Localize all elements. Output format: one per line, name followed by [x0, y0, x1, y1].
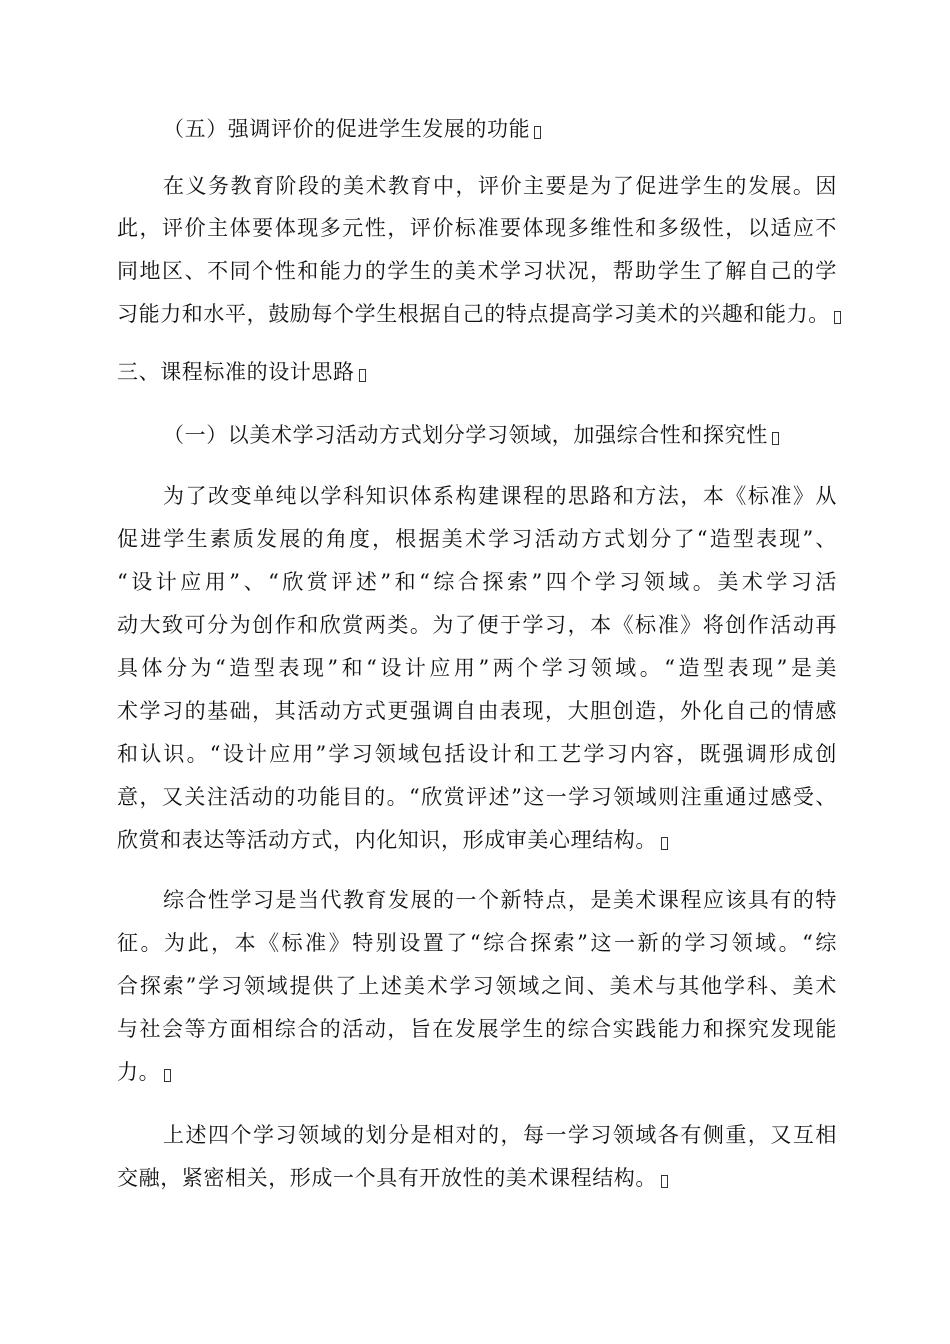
subheading-one — [163, 420, 883, 450]
paragraph-line: 意，又关注活动的功能目的。“欣赏评述”这一学习领域则注重通过感受、 — [117, 785, 837, 809]
paragraph-line: 促进学生素质发展的角度，根据美术学习活动方式划分了“造型表现”、 — [117, 527, 837, 551]
paragraph-mark-icon — [834, 311, 841, 324]
paragraph-line: 动大致可分为创作和欣赏两类。为了便于学习，本《标准》将创作活动再 — [117, 613, 837, 637]
paragraph-line: 术学习的基础，其活动方式更强调自由表现，大胆创造，外化自己的情感 — [117, 699, 837, 723]
paragraph-line: 合探索”学习领域提供了上述美术学习领域之间、美术与其他学科、美术 — [117, 974, 837, 998]
paragraph-line — [117, 1163, 837, 1193]
section-heading-text: 三、课程标准的设计思路 — [117, 360, 355, 384]
paragraph-line-text: 习能力和水平，鼓励每个学生根据自己的特点提高学习美术的兴趣和能力。 — [117, 302, 830, 326]
subheading-five-text: （五）强调评价的促进学生发展的功能 — [163, 117, 531, 141]
paragraph-line: 与社会等方面相综合的活动，旨在发展学生的综合实践能力和探究发现能 — [117, 1017, 837, 1041]
paragraph-line — [117, 825, 837, 855]
paragraph-line: “设计应用”、“欣赏评述”和“综合探索”四个学习领域。美术学习活 — [117, 570, 837, 594]
paragraph-mark-icon — [164, 1069, 171, 1082]
paragraph-line: 综合性学习是当代教育发展的一个新特点，是美术课程应该具有的特 — [163, 888, 837, 912]
paragraph-mark-icon — [359, 369, 366, 382]
paragraph-line — [117, 299, 837, 329]
paragraph-line-text: 欣赏和表达等活动方式，内化知识，形成审美心理结构。 — [117, 828, 657, 852]
paragraph-line-text: 交融，紧密相关，形成一个具有开放性的美术课程结构。 — [117, 1166, 657, 1190]
paragraph-line-text: 力。 — [117, 1060, 161, 1084]
paragraph-line: 和认识。“设计应用”学习领域包括设计和工艺学习内容，既强调形成创 — [117, 742, 837, 766]
paragraph-line: 同地区、不同个性和能力的学生的美术学习状况，帮助学生了解自己的学 — [117, 259, 837, 283]
paragraph-mark-icon — [661, 837, 668, 850]
paragraph-mark-icon — [534, 126, 541, 139]
paragraph-line — [117, 1057, 837, 1087]
subheading-five — [163, 114, 883, 144]
paragraph-mark-icon — [661, 1175, 668, 1188]
paragraph-line: 此，评价主体要体现多元性，评价标准要体现多维性和多级性，以适应不 — [117, 216, 837, 240]
paragraph-line: 征。为此，本《标准》特别设置了“综合探索”这一新的学习领域。“综 — [117, 931, 837, 955]
paragraph-line: 具体分为“造型表现”和“设计应用”两个学习领域。“造型表现”是美 — [117, 656, 837, 680]
paragraph-line: 为了改变单纯以学科知识体系构建课程的思路和方法，本《标准》从 — [163, 484, 837, 508]
paragraph-line: 在义务教育阶段的美术教育中，评价主要是为了促进学生的发展。因 — [163, 174, 837, 198]
paragraph-line: 上述四个学习领域的划分是相对的，每一学习领域各有侧重，又互相 — [163, 1123, 837, 1147]
paragraph-mark-icon — [772, 432, 779, 445]
subheading-one-text: （一）以美术学习活动方式划分学习领域，加强综合性和探究性 — [163, 423, 768, 447]
section-heading-three — [117, 357, 837, 387]
